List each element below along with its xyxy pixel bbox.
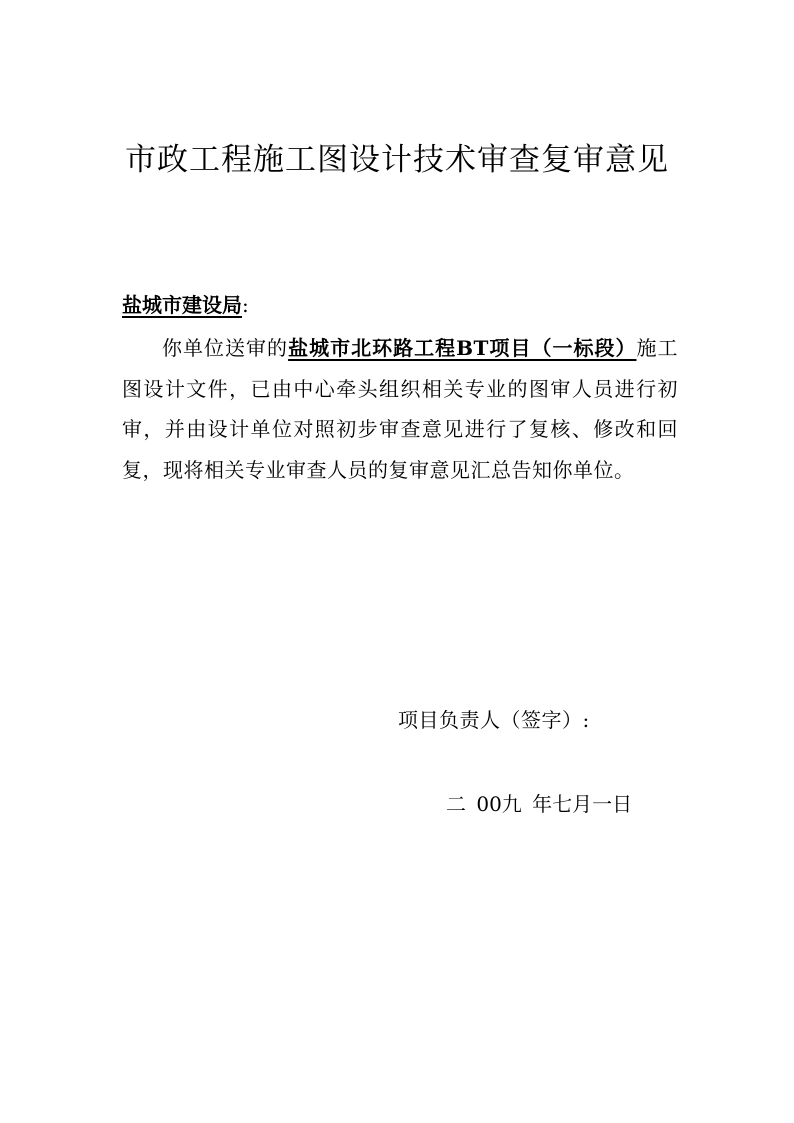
- addressee-name: 盐城市建设局: [122, 293, 242, 317]
- signature-label: 项目负责人（签字）:: [398, 708, 590, 732]
- project-name: 盐城市北环路工程BT项目（一标段）: [288, 336, 637, 360]
- addressee-line: [122, 288, 249, 322]
- document-date: 二 00九 年七月一日: [446, 792, 633, 816]
- body-text-main: 施工图设计文件，已由中心牵头组织相关专业的图审人员进行初审，并由设计单位对照初步审查意见进行了复核、修改和回复，现将相关专业审查人员的复审意见汇总告知你单位。: [122, 336, 679, 482]
- document-title: 市政工程施工图设计技术审查复审意见: [125, 142, 669, 178]
- body-paragraph: [122, 328, 678, 490]
- addressee-colon: :: [242, 293, 249, 317]
- body-text-intro: 你单位送审的: [162, 336, 289, 360]
